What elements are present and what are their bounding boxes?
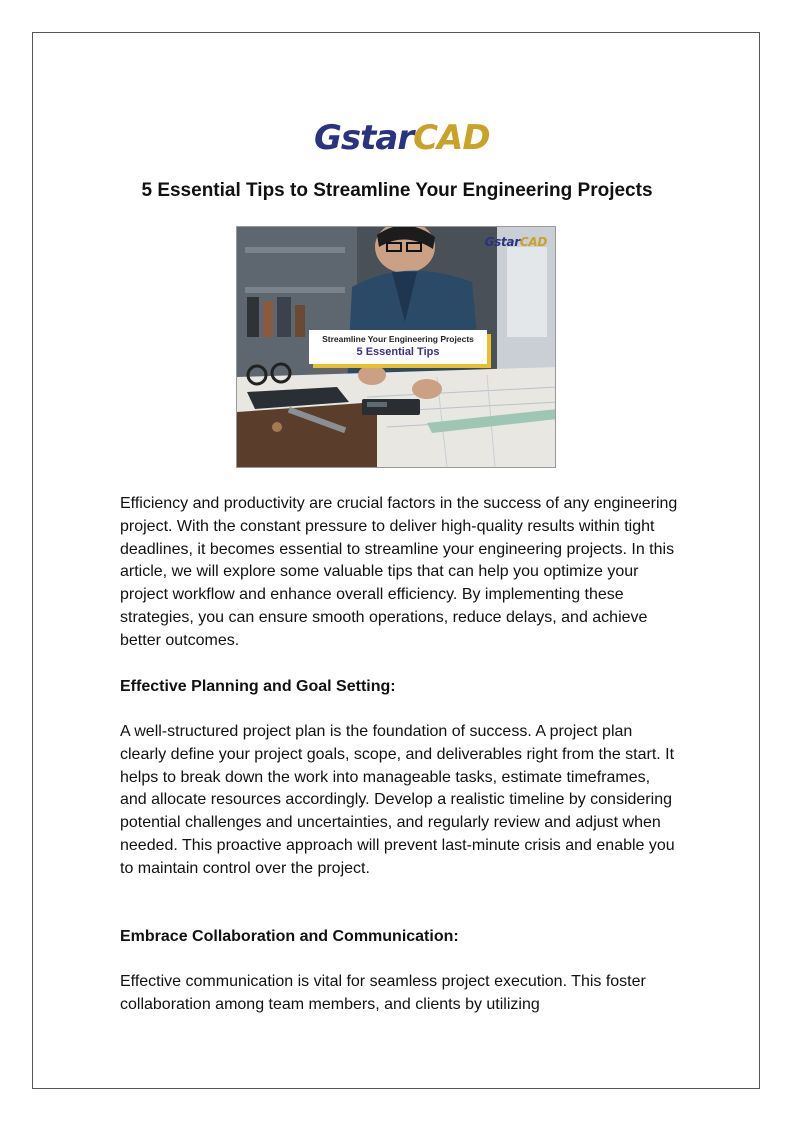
section-heading-planning: Effective Planning and Goal Setting: (120, 678, 396, 695)
hero-banner-subtitle: Streamline Your Engineering Projects (322, 334, 474, 344)
hero-logo-cad-text: CAD (519, 235, 547, 249)
intro-paragraph: Efficiency and productivity are crucial factors in the success of any engineering project. With the constant pressure to deliver high-quality results within tight deadlines, it becomes essential to streamline your engineering projects. In this article, we will explore some valuable tips that can help you optimize your project workflow and enhance overall efficiency. By implementing these strategies, you can ensure smooth operations, reduce delays, and achieve better outcomes. (120, 495, 678, 649)
logo-gstar-text: Gstar (314, 118, 414, 158)
hero-banner-title: 5 Essential Tips (356, 346, 440, 358)
section-body-collaboration: Effective communication is vital for seamless project execution. This foster collaboration among team members, and clients by utilizing (120, 973, 646, 1013)
section-body-planning: A well-structured project plan is the foundation of success. A project plan clearly define your project goals, scope, and deliverables right from the start. It helps to break down the work into manageable tasks, estimate timeframes, and allocate resources accordingly. Develop a realistic timeline by considering potential challenges and uncertainties, and regularly review and adjust when needed. This proactive approach will prevent last-minute crisis and enable you to maintain control over the project. (120, 723, 675, 877)
hero-banner (309, 330, 487, 364)
hero-gstarcad-logo (485, 235, 547, 249)
logo-cad-text: CAD (413, 118, 490, 158)
gstarcad-logo (314, 118, 490, 158)
article-title: 5 Essential Tips to Streamline Your Engineering Projects (141, 180, 653, 201)
section-heading-collaboration: Embrace Collaboration and Communication: (120, 928, 459, 945)
hero-logo-gstar-text: Gstar (484, 235, 520, 249)
hero-image (236, 226, 556, 468)
